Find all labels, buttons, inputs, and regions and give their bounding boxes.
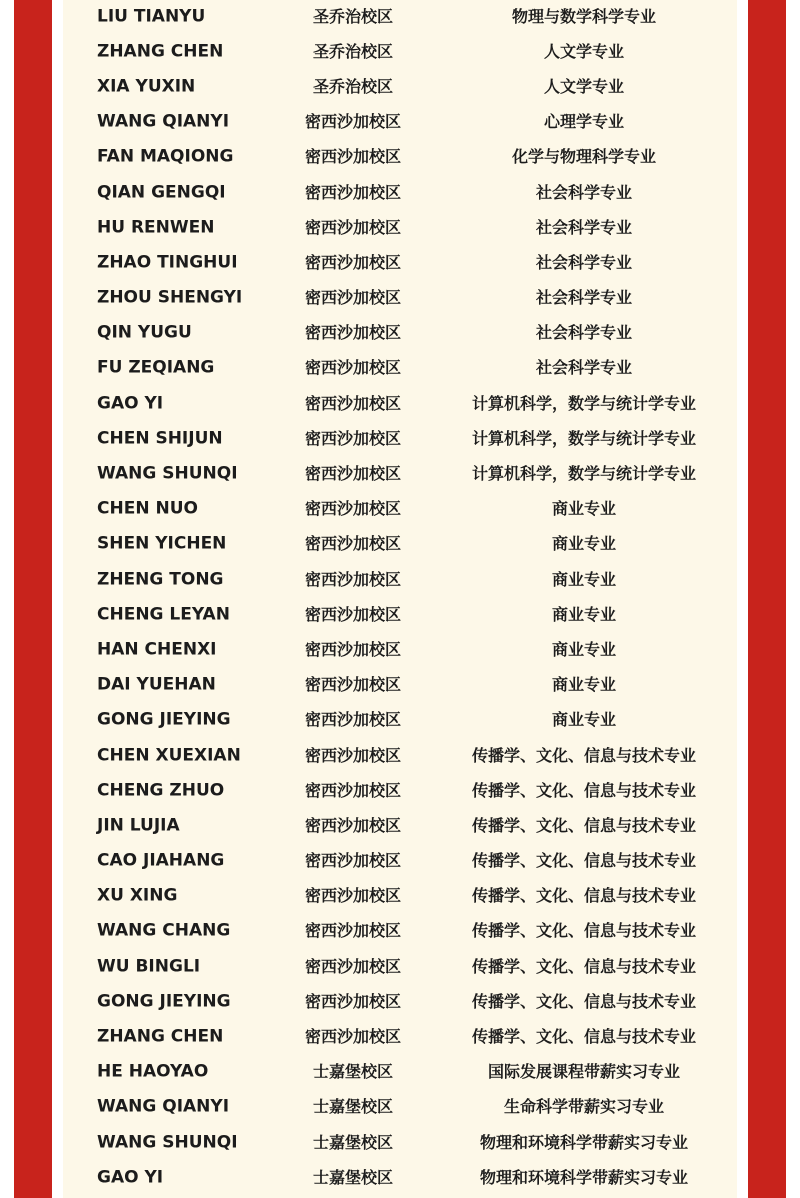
- program-name: 心理学专业: [543, 112, 625, 132]
- campus-name: 士嘉堡校区: [312, 1097, 394, 1117]
- program-name: 计算机科学，数学与统计学专业: [471, 428, 697, 448]
- student-name: LIU TIANYU: [97, 6, 206, 27]
- student-list: [63, 0, 737, 1195]
- program-name: 传播学、文化、信息与技术专业: [471, 921, 697, 941]
- program-name: 商业专业: [551, 710, 617, 730]
- table-row: [63, 949, 737, 984]
- campus-name: 密西沙加校区: [304, 217, 402, 237]
- campus-name: 密西沙加校区: [304, 780, 402, 800]
- table-row: [63, 421, 737, 456]
- table-row: [63, 210, 737, 245]
- table-row: [63, 844, 737, 879]
- campus-name: 密西沙加校区: [304, 710, 402, 730]
- student-name: FU ZEQIANG: [97, 357, 215, 378]
- program-name: 传播学、文化、信息与技术专业: [471, 851, 697, 871]
- program-name: 社会科学专业: [535, 252, 633, 272]
- student-name: CHENG ZHUO: [97, 780, 225, 801]
- program-name: 化学与物理科学专业: [511, 147, 657, 167]
- program-name: 社会科学专业: [535, 323, 633, 343]
- student-name: SHEN YICHEN: [97, 533, 227, 554]
- campus-name: 密西沙加校区: [304, 921, 402, 941]
- table-row: [63, 1090, 737, 1125]
- program-name: 传播学、文化、信息与技术专业: [471, 1027, 697, 1047]
- program-name: 社会科学专业: [535, 358, 633, 378]
- admissions-list-panel: [63, 0, 737, 1198]
- table-row: [63, 386, 737, 421]
- table-row: [63, 1019, 737, 1054]
- campus-name: 士嘉堡校区: [312, 1062, 394, 1082]
- campus-name: 士嘉堡校区: [312, 1132, 394, 1152]
- student-name: WANG QIANYI: [97, 1096, 230, 1117]
- table-row: [63, 527, 737, 562]
- campus-name: 密西沙加校区: [304, 147, 402, 167]
- program-name: 社会科学专业: [535, 288, 633, 308]
- table-row: [63, 1055, 737, 1090]
- campus-name: 密西沙加校区: [304, 639, 402, 659]
- student-name: WANG CHANG: [97, 920, 231, 941]
- student-name: FAN MAQIONG: [97, 146, 234, 167]
- student-name: HE HAOYAO: [97, 1061, 209, 1082]
- campus-name: 密西沙加校区: [304, 464, 402, 484]
- campus-name: 密西沙加校区: [304, 323, 402, 343]
- student-name: CHEN XUEXIAN: [97, 745, 241, 766]
- program-name: 传播学、文化、信息与技术专业: [471, 886, 697, 906]
- campus-name: 密西沙加校区: [304, 815, 402, 835]
- table-row: [63, 34, 737, 69]
- program-name: 人文学专业: [543, 76, 625, 96]
- table-row: [63, 245, 737, 280]
- program-name: 传播学、文化、信息与技术专业: [471, 815, 697, 835]
- campus-name: 密西沙加校区: [304, 499, 402, 519]
- student-name: WANG SHUNQI: [97, 463, 238, 484]
- program-name: 社会科学专业: [535, 217, 633, 237]
- program-name: 社会科学专业: [535, 182, 633, 202]
- table-row: [63, 632, 737, 667]
- program-name: 计算机科学，数学与统计学专业: [471, 464, 697, 484]
- student-name: HAN CHENXI: [97, 639, 217, 660]
- campus-name: 圣乔治校区: [312, 76, 394, 96]
- program-name: 商业专业: [551, 534, 617, 554]
- program-name: 商业专业: [551, 499, 617, 519]
- table-row: [63, 668, 737, 703]
- campus-name: 密西沙加校区: [304, 604, 402, 624]
- table-row: [63, 703, 737, 738]
- table-row: [63, 808, 737, 843]
- student-name: CAO JIAHANG: [97, 850, 225, 871]
- campus-name: 密西沙加校区: [304, 393, 402, 413]
- table-row: [63, 984, 737, 1019]
- campus-name: 密西沙加校区: [304, 745, 402, 765]
- campus-name: 密西沙加校区: [304, 112, 402, 132]
- student-name: CHEN SHIJUN: [97, 428, 223, 449]
- student-name: ZHANG CHEN: [97, 41, 224, 62]
- table-row: [63, 140, 737, 175]
- table-row: [63, 562, 737, 597]
- table-row: [63, 281, 737, 316]
- campus-name: 密西沙加校区: [304, 569, 402, 589]
- campus-name: 密西沙加校区: [304, 851, 402, 871]
- campus-name: 密西沙加校区: [304, 675, 402, 695]
- campus-name: 密西沙加校区: [304, 1027, 402, 1047]
- table-row: [63, 738, 737, 773]
- table-row: [63, 69, 737, 104]
- student-name: ZHANG CHEN: [97, 1026, 224, 1047]
- table-row: [63, 351, 737, 386]
- table-row: [63, 316, 737, 351]
- campus-name: 密西沙加校区: [304, 358, 402, 378]
- student-name: GONG JIEYING: [97, 991, 231, 1012]
- campus-name: 士嘉堡校区: [312, 1167, 394, 1187]
- campus-name: 密西沙加校区: [304, 288, 402, 308]
- student-name: XU XING: [97, 885, 178, 906]
- table-row: [63, 456, 737, 491]
- student-name: ZHOU SHENGYI: [97, 287, 243, 308]
- campus-name: 密西沙加校区: [304, 886, 402, 906]
- program-name: 传播学、文化、信息与技术专业: [471, 956, 697, 976]
- program-name: 商业专业: [551, 569, 617, 589]
- student-name: QIN YUGU: [97, 322, 192, 343]
- student-name: CHENG LEYAN: [97, 604, 230, 625]
- student-name: QIAN GENGQI: [97, 182, 226, 203]
- campus-name: 圣乔治校区: [312, 41, 394, 61]
- campus-name: 密西沙加校区: [304, 428, 402, 448]
- student-name: HU RENWEN: [97, 217, 215, 238]
- program-name: 传播学、文化、信息与技术专业: [471, 780, 697, 800]
- table-row: [63, 492, 737, 527]
- student-name: WANG SHUNQI: [97, 1132, 238, 1153]
- table-row: [63, 1125, 737, 1160]
- table-row: [63, 0, 737, 34]
- program-name: 物理与数学科学专业: [511, 6, 657, 26]
- student-name: DAI YUEHAN: [97, 674, 216, 695]
- table-row: [63, 914, 737, 949]
- table-row: [63, 175, 737, 210]
- student-name: CHEN NUO: [97, 498, 198, 519]
- program-name: 国际发展课程带薪实习专业: [487, 1062, 681, 1082]
- student-name: WANG QIANYI: [97, 111, 230, 132]
- program-name: 传播学、文化、信息与技术专业: [471, 991, 697, 1011]
- program-name: 商业专业: [551, 604, 617, 624]
- campus-name: 密西沙加校区: [304, 956, 402, 976]
- program-name: 生命科学带薪实习专业: [503, 1097, 665, 1117]
- program-name: 商业专业: [551, 639, 617, 659]
- campus-name: 密西沙加校区: [304, 534, 402, 554]
- student-name: GONG JIEYING: [97, 709, 231, 730]
- table-row: [63, 105, 737, 140]
- table-row: [63, 879, 737, 914]
- table-row: [63, 773, 737, 808]
- table-row: [63, 1160, 737, 1195]
- student-name: GAO YI: [97, 1167, 164, 1188]
- student-name: ZHAO TINGHUI: [97, 252, 238, 273]
- campus-name: 圣乔治校区: [312, 6, 394, 26]
- program-name: 计算机科学，数学与统计学专业: [471, 393, 697, 413]
- table-row: [63, 597, 737, 632]
- program-name: 商业专业: [551, 675, 617, 695]
- program-name: 传播学、文化、信息与技术专业: [471, 745, 697, 765]
- student-name: WU BINGLI: [97, 956, 201, 977]
- campus-name: 密西沙加校区: [304, 991, 402, 1011]
- campus-name: 密西沙加校区: [304, 252, 402, 272]
- student-name: XIA YUXIN: [97, 76, 196, 97]
- student-name: JIN LUJIA: [97, 815, 180, 836]
- student-name: GAO YI: [97, 393, 164, 414]
- student-name: ZHENG TONG: [97, 569, 224, 590]
- program-name: 物理和环境科学带薪实习专业: [479, 1132, 689, 1152]
- campus-name: 密西沙加校区: [304, 182, 402, 202]
- program-name: 物理和环境科学带薪实习专业: [479, 1167, 689, 1187]
- program-name: 人文学专业: [543, 41, 625, 61]
